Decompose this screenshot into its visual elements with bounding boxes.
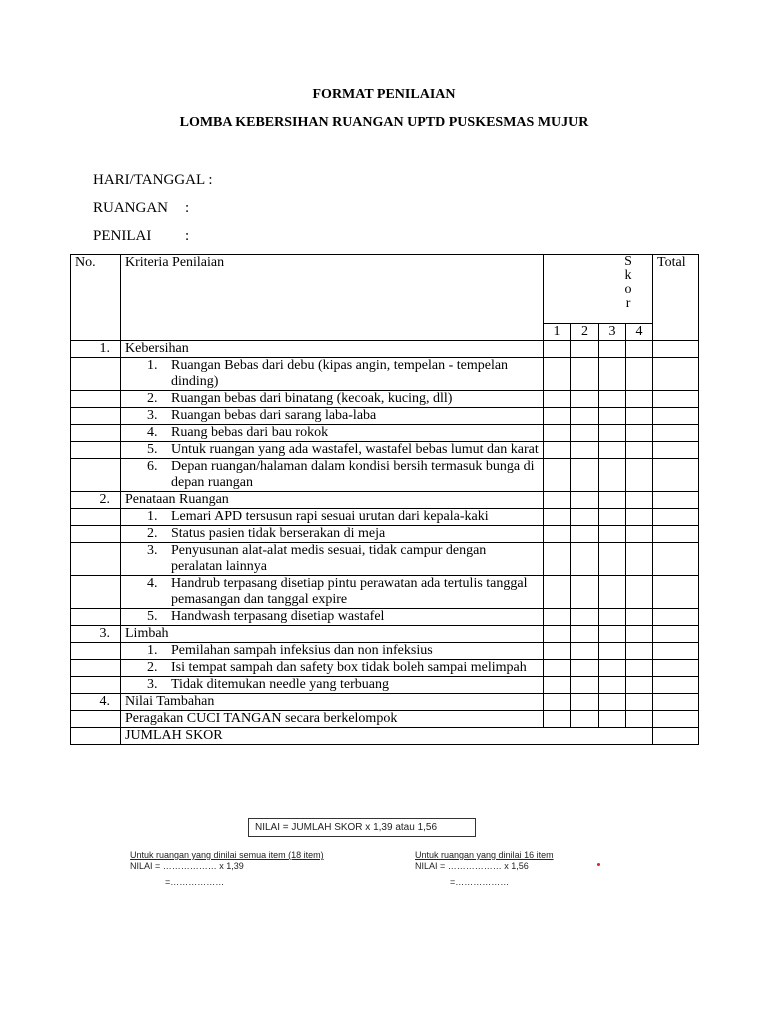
criterion-text: Handrub terpasang disetiap pintu perawatan ada tertulis tanggal pemasangan dan tanggal expire xyxy=(171,576,528,607)
empty-no-cell xyxy=(71,543,121,576)
score-cell[interactable] xyxy=(599,609,626,626)
section-title: Nilai Tambahan xyxy=(121,694,544,711)
score-cell[interactable] xyxy=(626,509,653,526)
score-cell[interactable] xyxy=(544,442,571,459)
score-cell[interactable] xyxy=(626,543,653,576)
criterion-text: Pemilahan sampah infeksius dan non infeksius xyxy=(171,643,433,658)
right-result-line: =……………… xyxy=(450,877,510,887)
criterion-number: 1. xyxy=(147,358,158,373)
score-cell[interactable] xyxy=(626,391,653,408)
criterion-cell xyxy=(121,677,544,694)
skor-letter: o xyxy=(624,282,632,297)
score-cell[interactable] xyxy=(571,358,599,391)
score-cell[interactable] xyxy=(626,526,653,543)
criterion-number: 2. xyxy=(147,526,158,541)
total-cell[interactable] xyxy=(653,576,699,609)
score-cell[interactable] xyxy=(626,341,653,358)
score-cell[interactable] xyxy=(571,609,599,626)
section-number: 3. xyxy=(71,626,121,643)
total-cell[interactable] xyxy=(653,425,699,442)
section-number: 1. xyxy=(71,341,121,358)
empty-no-cell xyxy=(71,358,121,391)
formula-section xyxy=(120,815,620,910)
score-cell[interactable] xyxy=(626,492,653,509)
score-cell[interactable] xyxy=(626,609,653,626)
score-cell[interactable] xyxy=(626,576,653,609)
criterion-row xyxy=(71,576,699,609)
score-cell[interactable] xyxy=(599,677,626,694)
criterion-text: Handwash terpasang disetiap wastafel xyxy=(171,609,385,624)
criterion-cell xyxy=(121,408,544,425)
criterion-number: 1. xyxy=(147,509,158,524)
criterion-text: Peragakan CUCI TANGAN secara berkelompok xyxy=(121,711,544,728)
empty-no-cell xyxy=(71,576,121,609)
criterion-cell xyxy=(121,643,544,660)
left-caption: Untuk ruangan yang dinilai semua item (18 item) xyxy=(130,850,324,860)
score-cell[interactable] xyxy=(626,626,653,643)
score-cell[interactable] xyxy=(544,576,571,609)
section-row xyxy=(71,492,699,509)
score-cell[interactable] xyxy=(626,660,653,677)
score-cell[interactable] xyxy=(544,459,571,492)
total-cell[interactable] xyxy=(653,509,699,526)
score-cell[interactable] xyxy=(599,459,626,492)
criterion-cell xyxy=(121,576,544,609)
score-cell[interactable] xyxy=(626,677,653,694)
skor-letter: k xyxy=(624,268,632,283)
criterion-cell xyxy=(121,425,544,442)
criterion-row xyxy=(71,358,699,391)
score-cell[interactable] xyxy=(626,694,653,711)
header-kriteria: Kriteria Penilaian xyxy=(121,255,544,341)
criterion-row xyxy=(71,408,699,425)
score-cell[interactable] xyxy=(544,509,571,526)
criterion-row xyxy=(71,391,699,408)
section-number: 4. xyxy=(71,694,121,711)
hari-tanggal-row xyxy=(93,172,212,189)
jumlah-skor-row xyxy=(71,728,699,745)
score-cell[interactable] xyxy=(599,660,626,677)
score-cell[interactable] xyxy=(626,358,653,391)
score-cell[interactable] xyxy=(571,626,599,643)
total-cell[interactable] xyxy=(653,694,699,711)
score-cell[interactable] xyxy=(626,643,653,660)
score-cell[interactable] xyxy=(599,576,626,609)
empty-no-cell xyxy=(71,442,121,459)
criterion-cell xyxy=(121,526,544,543)
score-cell[interactable] xyxy=(544,543,571,576)
score-cell[interactable] xyxy=(599,626,626,643)
criterion-cell xyxy=(121,442,544,459)
score-cell[interactable] xyxy=(571,459,599,492)
header-skor xyxy=(544,255,653,324)
score-cell[interactable] xyxy=(544,408,571,425)
criterion-text: Tidak ditemukan needle yang terbuang xyxy=(171,677,389,692)
criterion-number: 3. xyxy=(147,543,158,558)
empty-no-cell xyxy=(71,609,121,626)
section-row xyxy=(71,694,699,711)
score-cell[interactable] xyxy=(599,391,626,408)
total-cell[interactable] xyxy=(653,711,699,728)
score-cell[interactable] xyxy=(571,576,599,609)
score-cell[interactable] xyxy=(571,526,599,543)
criterion-number: 3. xyxy=(147,408,158,423)
total-cell[interactable] xyxy=(653,677,699,694)
criterion-number: 2. xyxy=(147,660,158,675)
left-nilai-line: NILAI = ……………… x 1,39 xyxy=(130,861,244,871)
criterion-row xyxy=(71,459,699,492)
score-cell[interactable] xyxy=(599,711,626,728)
criterion-cell xyxy=(121,459,544,492)
score-cell[interactable] xyxy=(599,408,626,425)
assessment-table xyxy=(70,254,699,745)
right-nilai-line: NILAI = ……………… x 1,56 xyxy=(415,861,529,871)
form-subtitle: LOMBA KEBERSIHAN RUANGAN UPTD PUSKESMAS MUJUR xyxy=(179,115,589,130)
criterion-number: 5. xyxy=(147,609,158,624)
score-cell[interactable] xyxy=(571,509,599,526)
score-cell[interactable] xyxy=(571,391,599,408)
section-row xyxy=(71,626,699,643)
header-total: Total xyxy=(653,255,699,341)
criterion-cell xyxy=(121,358,544,391)
total-cell[interactable] xyxy=(653,341,699,358)
total-cell[interactable] xyxy=(653,492,699,509)
score-cell[interactable] xyxy=(544,643,571,660)
section-row xyxy=(71,341,699,358)
score-cell[interactable] xyxy=(571,442,599,459)
total-cell[interactable] xyxy=(653,442,699,459)
total-cell[interactable] xyxy=(653,459,699,492)
criterion-cell xyxy=(121,509,544,526)
score-cell[interactable] xyxy=(571,543,599,576)
section-number: 2. xyxy=(71,492,121,509)
score-cell[interactable] xyxy=(599,341,626,358)
score-cell[interactable] xyxy=(599,643,626,660)
empty-no-cell xyxy=(71,509,121,526)
total-cell[interactable] xyxy=(653,408,699,425)
right-caption: Untuk ruangan yang dinilai 16 item xyxy=(415,850,554,860)
score-cell[interactable] xyxy=(599,543,626,576)
score-cell[interactable] xyxy=(626,711,653,728)
criterion-row xyxy=(71,711,699,728)
criterion-row xyxy=(71,643,699,660)
header-no: No. xyxy=(71,255,121,341)
empty-no-cell xyxy=(71,408,121,425)
empty-no-cell xyxy=(71,643,121,660)
empty-no-cell xyxy=(71,728,121,745)
criterion-row xyxy=(71,543,699,576)
criterion-row xyxy=(71,609,699,626)
criterion-text: Depan ruangan/halaman dalam kondisi bersih termasuk bunga di depan ruangan xyxy=(171,459,535,490)
skor-col-1: 1 xyxy=(544,324,571,341)
criterion-text: Lemari APD tersusun rapi sesuai urutan dari kepala-kaki xyxy=(171,509,489,524)
skor-letter: S xyxy=(624,254,632,269)
criterion-number: 5. xyxy=(147,442,158,457)
score-cell[interactable] xyxy=(571,408,599,425)
criterion-text: Ruang bebas dari bau rokok xyxy=(171,425,329,440)
empty-no-cell xyxy=(71,711,121,728)
criterion-number: 4. xyxy=(147,425,158,440)
ruangan-label: RUANGAN xyxy=(93,200,168,216)
score-cell[interactable] xyxy=(571,643,599,660)
score-cell[interactable] xyxy=(599,526,626,543)
score-cell[interactable] xyxy=(599,425,626,442)
criterion-text: Untuk ruangan yang ada wastafel, wastafel bebas lumut dan karat xyxy=(171,442,539,457)
score-cell[interactable] xyxy=(571,492,599,509)
penilai-row xyxy=(93,228,189,245)
skor-col-3: 3 xyxy=(599,324,626,341)
section-title: Limbah xyxy=(121,626,544,643)
criterion-cell xyxy=(121,609,544,626)
criterion-number: 4. xyxy=(147,576,158,591)
score-cell[interactable] xyxy=(626,408,653,425)
nilai-formula-box: NILAI = JUMLAH SKOR x 1,39 atau 1,56 xyxy=(248,818,476,837)
criterion-text: Ruangan bebas dari sarang laba-laba xyxy=(171,408,377,423)
score-cell[interactable] xyxy=(599,509,626,526)
score-cell[interactable] xyxy=(571,711,599,728)
section-title: Penataan Ruangan xyxy=(121,492,544,509)
hari-tanggal-label: HARI/TANGGAL : xyxy=(93,172,213,188)
criterion-row xyxy=(71,526,699,543)
score-cell[interactable] xyxy=(544,626,571,643)
score-cell[interactable] xyxy=(626,425,653,442)
score-cell[interactable] xyxy=(544,711,571,728)
total-cell[interactable] xyxy=(653,643,699,660)
criterion-text: Isi tempat sampah dan safety box tidak boleh sampai melimpah xyxy=(171,660,527,675)
jumlah-total-cell[interactable] xyxy=(653,728,699,745)
penilai-label: PENILAI xyxy=(93,228,152,244)
score-cell[interactable] xyxy=(571,677,599,694)
score-cell[interactable] xyxy=(571,694,599,711)
score-cell[interactable] xyxy=(544,526,571,543)
criterion-row xyxy=(71,660,699,677)
header-row xyxy=(71,255,699,324)
left-result-line: =……………… xyxy=(165,877,225,887)
criterion-row xyxy=(71,442,699,459)
criterion-cell xyxy=(121,391,544,408)
criterion-row xyxy=(71,677,699,694)
criterion-number: 1. xyxy=(147,643,158,658)
empty-no-cell xyxy=(71,677,121,694)
empty-no-cell xyxy=(71,526,121,543)
criterion-text: Status pasien tidak berserakan di meja xyxy=(171,526,386,541)
score-cell[interactable] xyxy=(626,442,653,459)
score-cell[interactable] xyxy=(544,694,571,711)
ruangan-colon: : xyxy=(185,200,190,216)
score-cell[interactable] xyxy=(599,358,626,391)
empty-no-cell xyxy=(71,391,121,408)
total-cell[interactable] xyxy=(653,543,699,576)
criterion-number: 6. xyxy=(147,459,158,474)
score-cell[interactable] xyxy=(599,492,626,509)
empty-no-cell xyxy=(71,425,121,442)
criterion-number: 3. xyxy=(147,677,158,692)
penilai-colon: : xyxy=(185,228,190,244)
criterion-number: 2. xyxy=(147,391,158,406)
empty-no-cell xyxy=(71,660,121,677)
score-cell[interactable] xyxy=(626,459,653,492)
criterion-text: Penyusunan alat-alat medis sesuai, tidak campur dengan peralatan lainnya xyxy=(171,543,487,574)
score-cell[interactable] xyxy=(544,609,571,626)
ruangan-row xyxy=(93,200,189,217)
score-cell[interactable] xyxy=(544,358,571,391)
section-title: Kebersihan xyxy=(121,341,544,358)
criterion-cell xyxy=(121,660,544,677)
criterion-row xyxy=(71,509,699,526)
skor-col-4: 4 xyxy=(626,324,653,341)
score-cell[interactable] xyxy=(599,694,626,711)
score-cell[interactable] xyxy=(544,492,571,509)
criterion-text: Ruangan bebas dari binatang (kecoak, kucing, dll) xyxy=(171,391,453,406)
jumlah-skor-label: JUMLAH SKOR xyxy=(121,728,653,745)
total-cell[interactable] xyxy=(653,660,699,677)
score-cell[interactable] xyxy=(571,341,599,358)
skor-col-2: 2 xyxy=(571,324,599,341)
criterion-text: Ruangan Bebas dari debu (kipas angin, tempelan - tempelan dinding) xyxy=(171,358,509,389)
score-cell[interactable] xyxy=(544,425,571,442)
total-cell[interactable] xyxy=(653,609,699,626)
score-cell[interactable] xyxy=(544,341,571,358)
score-cell[interactable] xyxy=(571,425,599,442)
red-dot-mark xyxy=(597,863,600,866)
criterion-row xyxy=(71,425,699,442)
total-cell[interactable] xyxy=(653,391,699,408)
skor-letter: r xyxy=(625,296,631,311)
form-title: FORMAT PENILAIAN xyxy=(312,87,456,102)
score-cell[interactable] xyxy=(544,660,571,677)
score-cell[interactable] xyxy=(599,442,626,459)
empty-no-cell xyxy=(71,459,121,492)
total-cell[interactable] xyxy=(653,358,699,391)
score-cell[interactable] xyxy=(544,391,571,408)
total-cell[interactable] xyxy=(653,626,699,643)
score-cell[interactable] xyxy=(544,677,571,694)
total-cell[interactable] xyxy=(653,526,699,543)
score-cell[interactable] xyxy=(571,660,599,677)
criterion-cell xyxy=(121,543,544,576)
